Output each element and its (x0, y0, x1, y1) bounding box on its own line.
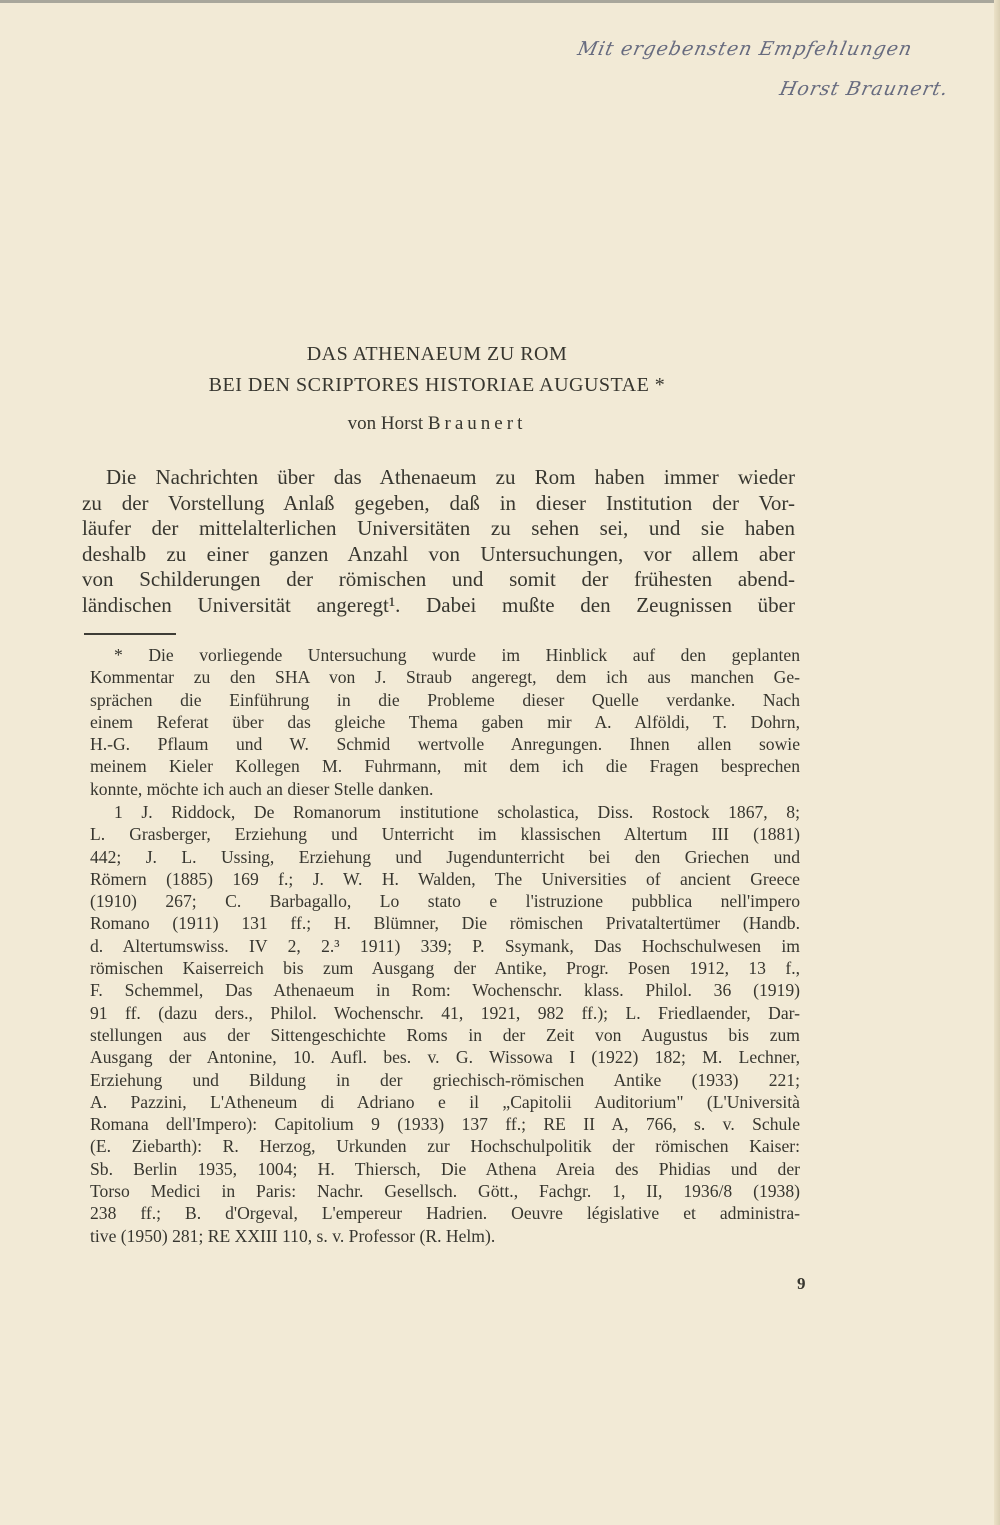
footnote-line: A. Pazzini, L'Atheneum di Adriano e il „Capitolii Auditorium" (L'Università (90, 1091, 800, 1112)
footnote-line: Romana dell'Impero): Capitolium 9 (1933) 137 ff.; RE II A, 766, s. v. Schule (90, 1114, 800, 1135)
footnote-line: 238 ff.; B. d'Orgeval, L'empereur Hadrien. Oeuvre législative et administra- (90, 1203, 800, 1224)
footnote-line: Römern (1885) 169 f.; J. W. H. Walden, The Universities of ancient Greece (90, 868, 800, 889)
scan-edge-top (0, 0, 1000, 3)
footnote-line: Ausgang der Antonine, 10. Aufl. bes. v. G. Wissowa I (1922) 182; M. Lechner, (90, 1047, 800, 1068)
footnote-line: L. Grasberger, Erziehung und Unterricht im klassischen Altertum III (1881) (90, 824, 800, 845)
page-number: 9 (797, 1274, 806, 1293)
author-name: Braunert (427, 413, 527, 434)
footnote-line: Romano (1911) 131 ff.; H. Blümner, Die römischen Privataltertümer (Handb. (90, 913, 800, 934)
article-title-line-2: BEI DEN SCRIPTORES HISTORIAE AUGUSTAE * (208, 374, 666, 396)
body-line: läufer der mittelalterlichen Universitäten zu sehen sei, und sie haben (82, 516, 795, 541)
body-line: Die Nachrichten über das Athenaeum zu Rom haben immer wieder (106, 465, 795, 489)
footnote-line: 442; J. L. Ussing, Erziehung und Jugendunterricht bei den Griechen und (90, 846, 800, 867)
footnote-line: tive (1950) 281; RE XXIII 110, s. v. Professor (R. Helm). (90, 1225, 496, 1246)
footnote-line: Erziehung und Bildung in der griechisch-römischen Antike (1933) 221; (90, 1069, 800, 1090)
footnote-line: * Die vorliegende Untersuchung wurde im Hinblick auf den geplanten (114, 645, 800, 665)
article-title-line-1: DAS ATHENAEUM ZU ROM (306, 343, 568, 365)
footnote-star (90, 644, 800, 800)
body-line: von Schilderungen der römischen und somit der frühesten abend- (82, 567, 795, 592)
footnote-line: meinem Kieler Kollegen M. Fuhrmann, mit dem ich die Fragen besprechen (90, 756, 800, 777)
body-line: ländischen Universität angeregt¹. Dabei mußte den Zeugnissen über (82, 592, 795, 617)
footnote-line: 1 J. Riddock, De Romanorum institutione scholastica, Diss. Rostock 1867, 8; (114, 802, 800, 822)
footnote-1 (90, 801, 800, 1247)
body-line: deshalb zu einer ganzen Anzahl von Untersuchungen, vor allem aber (82, 541, 795, 566)
footnote-line: d. Altertumswiss. IV 2, 2.³ 1911) 339; P. Ssymank, Das Hochschulwesen im (90, 935, 800, 956)
footnote-line: sprächen die Einführung in die Probleme dieser Quelle verdanke. Nach (90, 689, 800, 710)
footnote-line: F. Schemmel, Das Athenaeum in Rom: Wochenschr. klass. Philol. 36 (1919) (90, 980, 800, 1001)
footnote-line: H.-G. Pflaum und W. Schmid wertvolle Anregungen. Ihnen allen sowie (90, 734, 800, 755)
handwritten-signature: Horst Braunert. (777, 78, 951, 100)
footnote-line: (1910) 267; C. Barbagallo, Lo stato e l'istruzione pubblica nell'impero (90, 891, 800, 912)
footnote-line: Kommentar zu den SHA von J. Straub angeregt, dem ich aus manchen Ge- (90, 667, 800, 688)
footnote-line: 91 ff. (dazu ders., Philol. Wochenschr. 41, 1921, 982 ff.); L. Friedlaender, Dar- (90, 1002, 800, 1023)
footnote-line: einem Referat über das gleiche Thema gaben mir A. Alföldi, T. Dohrn, (90, 711, 800, 732)
body-line: zu der Vorstellung Anlaß gegeben, daß in dieser Institution der Vor- (82, 490, 795, 515)
footnote-line: konnte, möchte ich auch an dieser Stelle danken. (90, 778, 434, 799)
footnote-line: (E. Ziebarth): R. Herzog, Urkunden zur Hochschulpolitik der römischen Kaiser: (90, 1136, 800, 1157)
footnote-separator (84, 633, 176, 635)
footnote-line: Torso Medici in Paris: Nachr. Gesellsch. Gött., Fachgr. 1, II, 1936/8 (1938) (90, 1181, 800, 1202)
scan-edge-right (994, 0, 1000, 1525)
footnote-line: stellungen aus der Sittengeschichte Roms in der Zeit von Augustus bis zum (90, 1024, 800, 1045)
article-author (0, 413, 874, 435)
footnote-line: Sb. Berlin 1935, 1004; H. Thiersch, Die Athena Areia des Phidias und der (90, 1158, 800, 1179)
handwritten-dedication-line-1: Mit ergebensten Empfehlungen (575, 38, 915, 60)
body-paragraph (82, 465, 795, 619)
footnote-line: römischen Kaiserreich bis zum Ausgang der Antike, Progr. Posen 1912, 13 f., (90, 958, 800, 979)
author-prefix: von Horst (347, 413, 424, 434)
